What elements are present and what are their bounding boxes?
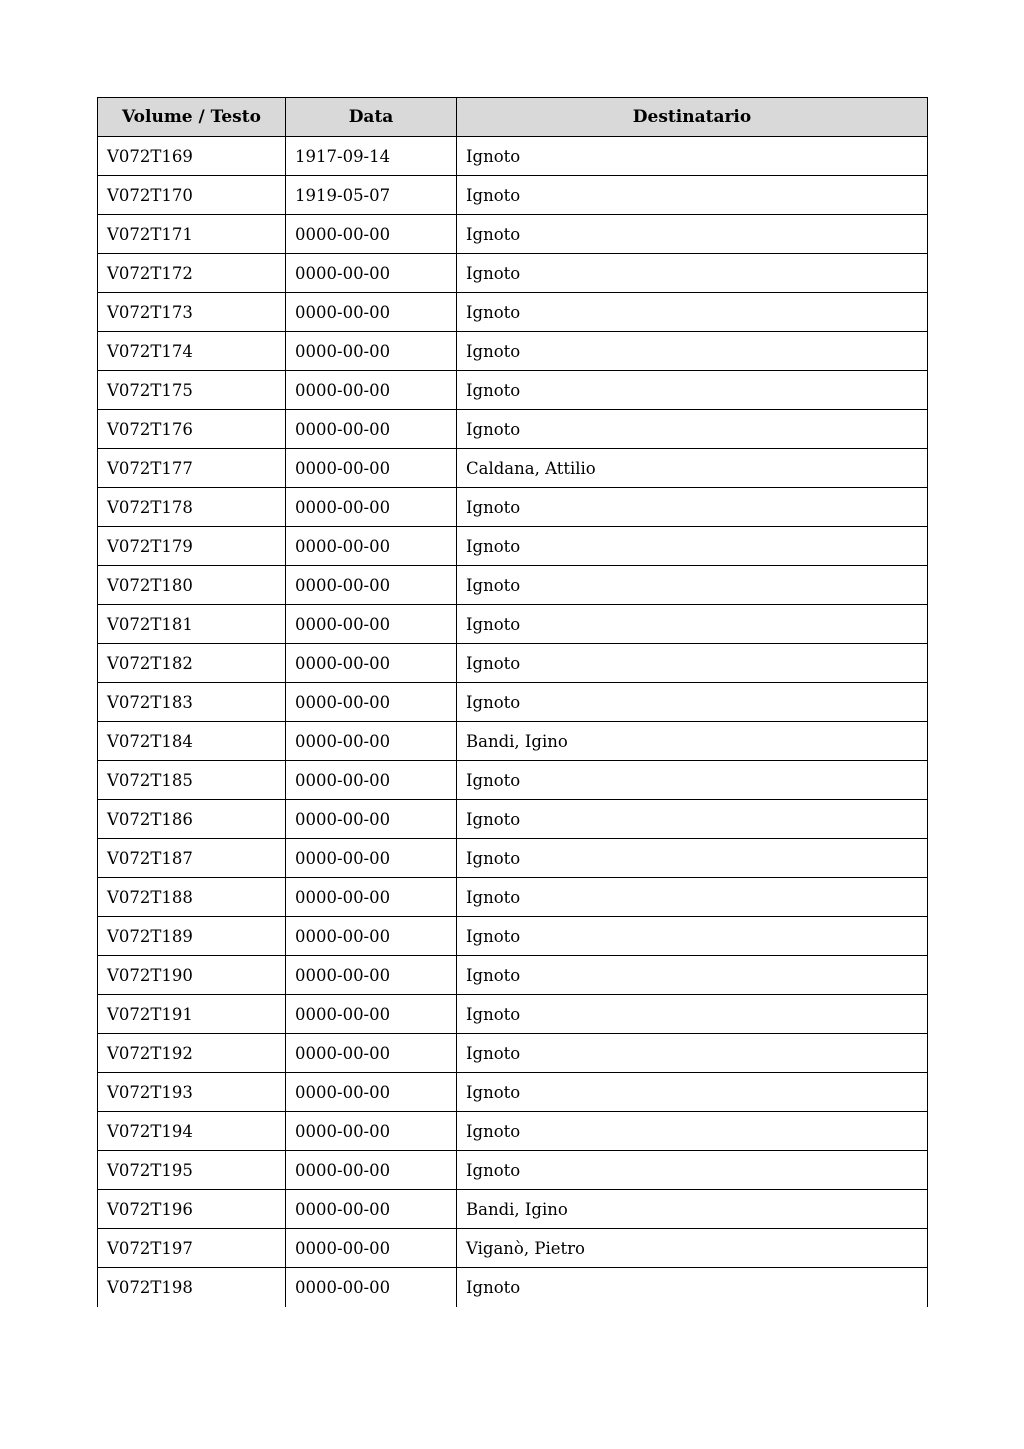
data-cell: 0000-00-00 [286,1073,457,1112]
destinatario-cell: Ignoto [457,527,928,566]
table-header [98,98,928,137]
table-row [98,605,928,644]
table-row [98,215,928,254]
table-row [98,995,928,1034]
destinatario-cell: Ignoto [457,410,928,449]
table-row [98,566,928,605]
data-cell: 0000-00-00 [286,605,457,644]
data-cell: 0000-00-00 [286,488,457,527]
volume-testo-cell: V072T195 [98,1151,286,1190]
volume-testo-cell: V072T187 [98,839,286,878]
data-cell: 0000-00-00 [286,1229,457,1268]
table-row [98,254,928,293]
data-cell: 0000-00-00 [286,371,457,410]
destinatario-cell: Ignoto [457,644,928,683]
volume-testo-cell: V072T178 [98,488,286,527]
data-cell: 0000-00-00 [286,839,457,878]
table-row [98,1190,928,1229]
table-row [98,683,928,722]
table-row [98,800,928,839]
table-row [98,644,928,683]
volume-testo-cell: V072T197 [98,1229,286,1268]
data-cell: 1917-09-14 [286,137,457,176]
volume-testo-cell: V072T192 [98,1034,286,1073]
table-row [98,371,928,410]
table-row [98,410,928,449]
table-row [98,1034,928,1073]
table-row [98,176,928,215]
destinatario-cell: Ignoto [457,761,928,800]
destinatario-cell: Ignoto [457,488,928,527]
volume-testo-cell: V072T176 [98,410,286,449]
destinatario-cell: Ignoto [457,605,928,644]
volume-testo-cell: V072T189 [98,917,286,956]
data-cell: 0000-00-00 [286,878,457,917]
destinatario-cell: Caldana, Attilio [457,449,928,488]
volume-testo-cell: V072T185 [98,761,286,800]
data-cell: 0000-00-00 [286,332,457,371]
data-cell: 0000-00-00 [286,1190,457,1229]
destinatario-cell: Ignoto [457,254,928,293]
data-cell: 0000-00-00 [286,1151,457,1190]
data-cell: 0000-00-00 [286,800,457,839]
destinatario-cell: Ignoto [457,176,928,215]
data-cell: 0000-00-00 [286,527,457,566]
volume-testo-cell: V072T175 [98,371,286,410]
data-cell: 0000-00-00 [286,254,457,293]
volume-testo-cell: V072T181 [98,605,286,644]
table-row [98,761,928,800]
letters-table [97,97,928,1307]
column-header-volume-testo: Volume / Testo [98,98,286,137]
destinatario-cell: Ignoto [457,215,928,254]
data-cell: 0000-00-00 [286,1112,457,1151]
volume-testo-cell: V072T198 [98,1268,286,1307]
data-cell: 0000-00-00 [286,956,457,995]
destinatario-cell: Ignoto [466,1277,521,1297]
volume-testo-cell: V072T184 [98,722,286,761]
volume-testo-cell: V072T177 [98,449,286,488]
table-row [98,449,928,488]
table-row [98,293,928,332]
destinatario-cell: Ignoto [457,1151,928,1190]
volume-testo-cell: V072T174 [98,332,286,371]
volume-testo-cell: V072T180 [98,566,286,605]
table-row [98,917,928,956]
destinatario-cell: Ignoto [457,878,928,917]
destinatario-cell: Ignoto [457,917,928,956]
volume-testo-cell: V072T170 [98,176,286,215]
data-cell: 0000-00-00 [286,644,457,683]
data-cell: 0000-00-00 [286,566,457,605]
destinatario-cell: Ignoto [457,293,928,332]
volume-testo-cell: V072T171 [98,215,286,254]
table-row [98,1268,928,1307]
column-header-data: Data [286,98,457,137]
data-cell: 0000-00-00 [286,683,457,722]
data-cell: 0000-00-00 [286,1268,457,1307]
destinatario-cell: Viganò, Pietro [457,1229,928,1268]
table-row [98,1112,928,1151]
volume-testo-cell: V072T188 [98,878,286,917]
data-cell: 0000-00-00 [286,410,457,449]
data-cell: 0000-00-00 [286,449,457,488]
table-row [98,878,928,917]
destinatario-cell: Ignoto [457,1112,928,1151]
table-row [98,1151,928,1190]
destinatario-cell: Ignoto [457,137,928,176]
volume-testo-cell: V072T173 [98,293,286,332]
data-cell: 0000-00-00 [286,995,457,1034]
data-cell: 0000-00-00 [286,293,457,332]
table-row [98,839,928,878]
data-cell: 0000-00-00 [286,1034,457,1073]
data-cell: 1919-05-07 [286,176,457,215]
destinatario-cell: Ignoto [457,839,928,878]
destinatario-cell: Ignoto [457,956,928,995]
volume-testo-cell: V072T186 [98,800,286,839]
destinatario-cell: Ignoto [457,995,928,1034]
destinatario-cell: Ignoto [457,1073,928,1112]
table-row [98,527,928,566]
volume-testo-cell: V072T196 [98,1190,286,1229]
volume-testo-cell: V072T179 [98,527,286,566]
table-row [98,1073,928,1112]
table-row [98,137,928,176]
destinatario-cell: Ignoto [457,800,928,839]
volume-testo-cell: V072T172 [98,254,286,293]
data-cell: 0000-00-00 [286,215,457,254]
table-row [98,1229,928,1268]
table-body [98,137,928,1307]
destinatario-cell: Ignoto [457,1034,928,1073]
header-row [98,98,928,137]
destinatario-cell: Ignoto [457,371,928,410]
destinatario-cell: Ignoto [457,683,928,722]
volume-testo-cell: V072T169 [98,137,286,176]
table-row [98,488,928,527]
column-header-destinatario: Destinatario [457,98,928,137]
volume-testo-cell: V072T193 [98,1073,286,1112]
destinatario-cell: Bandi, Igino [457,1190,928,1229]
table-row [98,332,928,371]
document-page [97,97,927,1307]
table-row [98,722,928,761]
data-cell: 0000-00-00 [286,761,457,800]
destinatario-cell: Bandi, Igino [457,722,928,761]
volume-testo-cell: V072T194 [98,1112,286,1151]
volume-testo-cell: V072T183 [98,683,286,722]
destinatario-cell: Ignoto [457,332,928,371]
volume-testo-cell: V072T191 [98,995,286,1034]
volume-testo-cell: V072T182 [98,644,286,683]
destinatario-cell: Ignoto [457,566,928,605]
table-row [98,956,928,995]
data-cell: 0000-00-00 [286,917,457,956]
volume-testo-cell: V072T190 [98,956,286,995]
data-cell: 0000-00-00 [286,722,457,761]
